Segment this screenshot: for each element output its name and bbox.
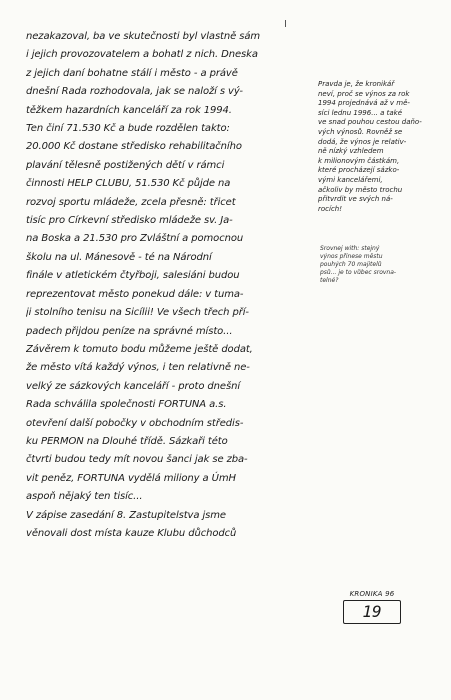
- note-line: přitvrdit ve svých ná-: [318, 195, 393, 204]
- note-line: vými kancelářemi,: [318, 175, 383, 184]
- note-line: Pravda je, že kronikář: [318, 80, 395, 88]
- text-line: aspoň nějaký ten tisíc...: [26, 491, 143, 503]
- text-line: finále v atletickém čtyřboji, salesiáni budou: [26, 270, 240, 282]
- text-line: rozvoj sportu mládeže, zcela přesně: třicet: [26, 196, 236, 208]
- text-line: V zápise zasedání 8. Zastupitelstva jsme: [26, 509, 226, 521]
- note-line: 1994 projednává až v mě-: [318, 99, 410, 108]
- text-line: Ten činí 71.530 Kč a bude rozdělen takto:: [26, 123, 230, 135]
- note-line: ve snad pouhou cestou daňo-: [318, 118, 422, 127]
- subnote-line: telné?: [320, 277, 339, 284]
- page-footer: [337, 590, 407, 624]
- text-line: reprezentovat město ponekud dále: v tuma-: [26, 288, 244, 300]
- note-line: síci lednu 1996... a také: [318, 108, 403, 117]
- text-line: vit peněz, FORTUNA vydělá miliony a ÚmH: [26, 472, 236, 484]
- text-line: i jejich provozovatelem a bohatl z nich. Dneska: [26, 49, 258, 61]
- subnote-line: Srovnej with: stejný: [320, 245, 380, 252]
- note-line: rocích!: [318, 204, 343, 213]
- text-line: Rada schválila společnosti FORTUNA a.s.: [26, 399, 227, 411]
- chronicle-label: KRONIKA 96: [349, 590, 395, 598]
- text-line: z jejich daní bohatne stálí i město - a právě: [26, 67, 238, 79]
- margin-mark: [285, 20, 286, 27]
- page-number: 19: [343, 600, 401, 624]
- note-line: ně nízký vzhledem: [318, 147, 384, 156]
- text-line: čtvrti budou tedy mít novou šanci jak se zba-: [26, 454, 248, 466]
- text-line: padech přijdou peníze na správné místo...: [26, 325, 233, 337]
- text-line: ku PERMON na Dlouhé třídě. Sázkaři této: [26, 435, 228, 447]
- text-line: nezakazoval, ba ve skutečnosti byl vlastně sám: [26, 31, 261, 42]
- text-line: těžkem hazardních kanceláří za rok 1994.: [26, 104, 232, 116]
- margin-subnote: [320, 245, 444, 285]
- text-line: věnovali dost místa kauze Klubu důchodců: [26, 527, 237, 539]
- text-line: 20.000 Kč dostane středisko rehabilitačního: [26, 141, 242, 153]
- text-line: ji stolního tenisu na Sicílii! Ve všech třech pří-: [26, 307, 249, 319]
- text-line: velký ze sázkových kanceláří - proto dnešní: [26, 380, 240, 392]
- subnote-line: psů... je to vůbec srovna-: [320, 269, 397, 276]
- subnote-line: výnos přinese městu: [320, 253, 383, 260]
- note-line: vých výnosů. Rovněž se: [318, 127, 403, 136]
- main-text-column: [26, 28, 296, 543]
- margin-note: [318, 80, 444, 214]
- note-line: dodá, že výnos je relativ-: [318, 137, 407, 146]
- text-line: otevření další pobočky v obchodním středis-: [26, 417, 244, 429]
- note-line: k milionovým částkám,: [318, 156, 400, 165]
- text-line: Závěrem k tomuto bodu můžeme ještě dodat,: [26, 343, 253, 355]
- subnote-line: pouhých 70 majitelů: [320, 261, 382, 268]
- note-line: které procházejí sázko-: [318, 166, 400, 175]
- note-line: ačkoliv by město trochu: [318, 185, 403, 194]
- text-line: činnosti HELP CLUBU, 51.530 Kč půjde na: [26, 178, 231, 190]
- text-line: školu na ul. Mánesově - té na Národní: [26, 251, 212, 263]
- text-line: na Boska a 21.530 pro Zvláštní a pomocnou: [26, 233, 244, 245]
- text-line: dnešní Rada rozhodovala, jak se naloží s vý-: [26, 86, 243, 98]
- text-line: plavání tělesně postižených dětí v rámci: [26, 159, 225, 171]
- text-line: tisíc pro Církevní středisko mládeže sv. Ja-: [26, 215, 233, 227]
- text-line: že město vítá každý výnos, i ten relativně ne-: [26, 362, 250, 374]
- note-line: neví, proč se výnos za rok: [318, 89, 410, 98]
